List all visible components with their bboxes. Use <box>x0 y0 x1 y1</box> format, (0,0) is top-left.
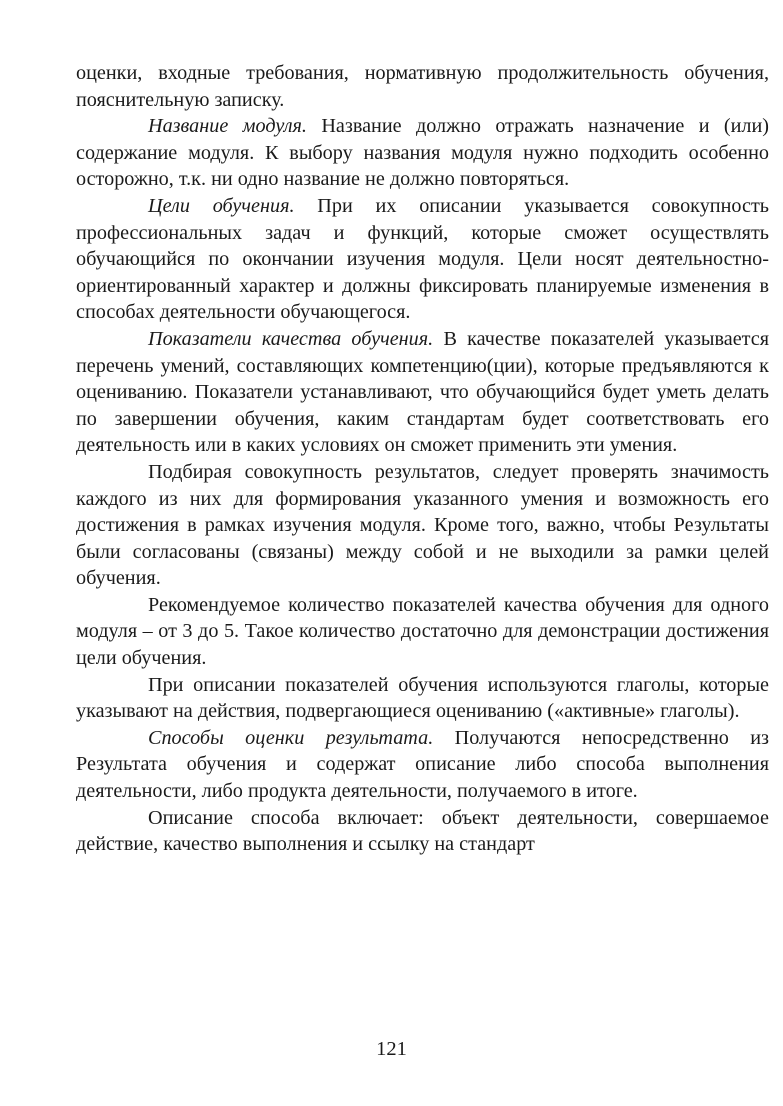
paragraph-recommended-count <box>76 592 769 672</box>
body-text <box>76 60 769 858</box>
term-learning-goals: Цели обучения. <box>148 194 295 217</box>
paragraph-text: оценки, входные требования, нормативную продолжительность обучения, пояснительную записку. <box>76 62 769 111</box>
term-module-name: Название модуля. <box>148 115 307 138</box>
paragraph-text: Описание способа включает: объект деятельности, совершаемое действие, качество выполнения и ссылку на стандарт <box>76 806 769 856</box>
paragraph-text: Рекомендуемое количество показателей качества обучения для одного модуля – от 3 до 5. Такое количество достаточно для демонстрации достижения цели обучения. <box>76 593 769 670</box>
paragraph-text: При описании показателей обучения используются глаголы, которые указывают на действия, подвергающиеся оцениванию («активные» глаголы). <box>76 673 769 723</box>
page-number: 121 <box>376 1038 407 1060</box>
paragraph-text: Получаются непосредственно из Результата обучения и содержат описание либо способа выполнения деятельности, либо продукта деятельности, получаемого в итоге. <box>76 726 770 803</box>
paragraph-module-name <box>76 113 769 193</box>
paragraph-learning-goals <box>76 193 769 326</box>
paragraph-active-verbs <box>76 672 769 725</box>
paragraph-continuation <box>76 60 769 113</box>
term-quality-indicators: Показатели качества обучения. <box>148 327 434 350</box>
paragraph-text: Название должно отражать назначение и (или) содержание модуля. К выбору названия модуля нужно подходить особенно осторожно, т.к. ни одно название не должно повторяться. <box>76 115 769 191</box>
paragraph-selecting-results <box>76 459 769 592</box>
paragraph-text: В качестве показателей указывается перечень умений, составляющих компетенцию(ции), которые предъявляются к оцениванию. Показатели устанавливают, что обучающийся будет уметь делать по завершении обучения, каким стандартам будет соответствовать его деятельность или в каких условиях он сможет применить эти умения. <box>76 327 769 457</box>
paragraph-text: Подбирая совокупность результатов, следует проверять значимость каждого из них для формирования указанного умения и возможность его достижения в рамках изучения модуля. Кроме того, важно, чтобы Результаты были согласованы (связаны) между собой и не выходили за рамки целей обучения. <box>76 460 769 590</box>
paragraph-quality-indicators <box>76 326 769 459</box>
paragraph-method-description <box>76 805 769 858</box>
paragraph-assessment-methods <box>76 725 769 805</box>
term-assessment-methods: Способы оценки результата. <box>148 726 434 749</box>
paragraph-text: При их описании указывается совокупность профессиональных задач и функций, которые сможет осуществлять обучающийся по окончании изучения модуля. Цели носят деятельностно-ориентированный характер и должны фиксировать планируемые изменения в способах деятельности обучающегося. <box>76 194 769 324</box>
